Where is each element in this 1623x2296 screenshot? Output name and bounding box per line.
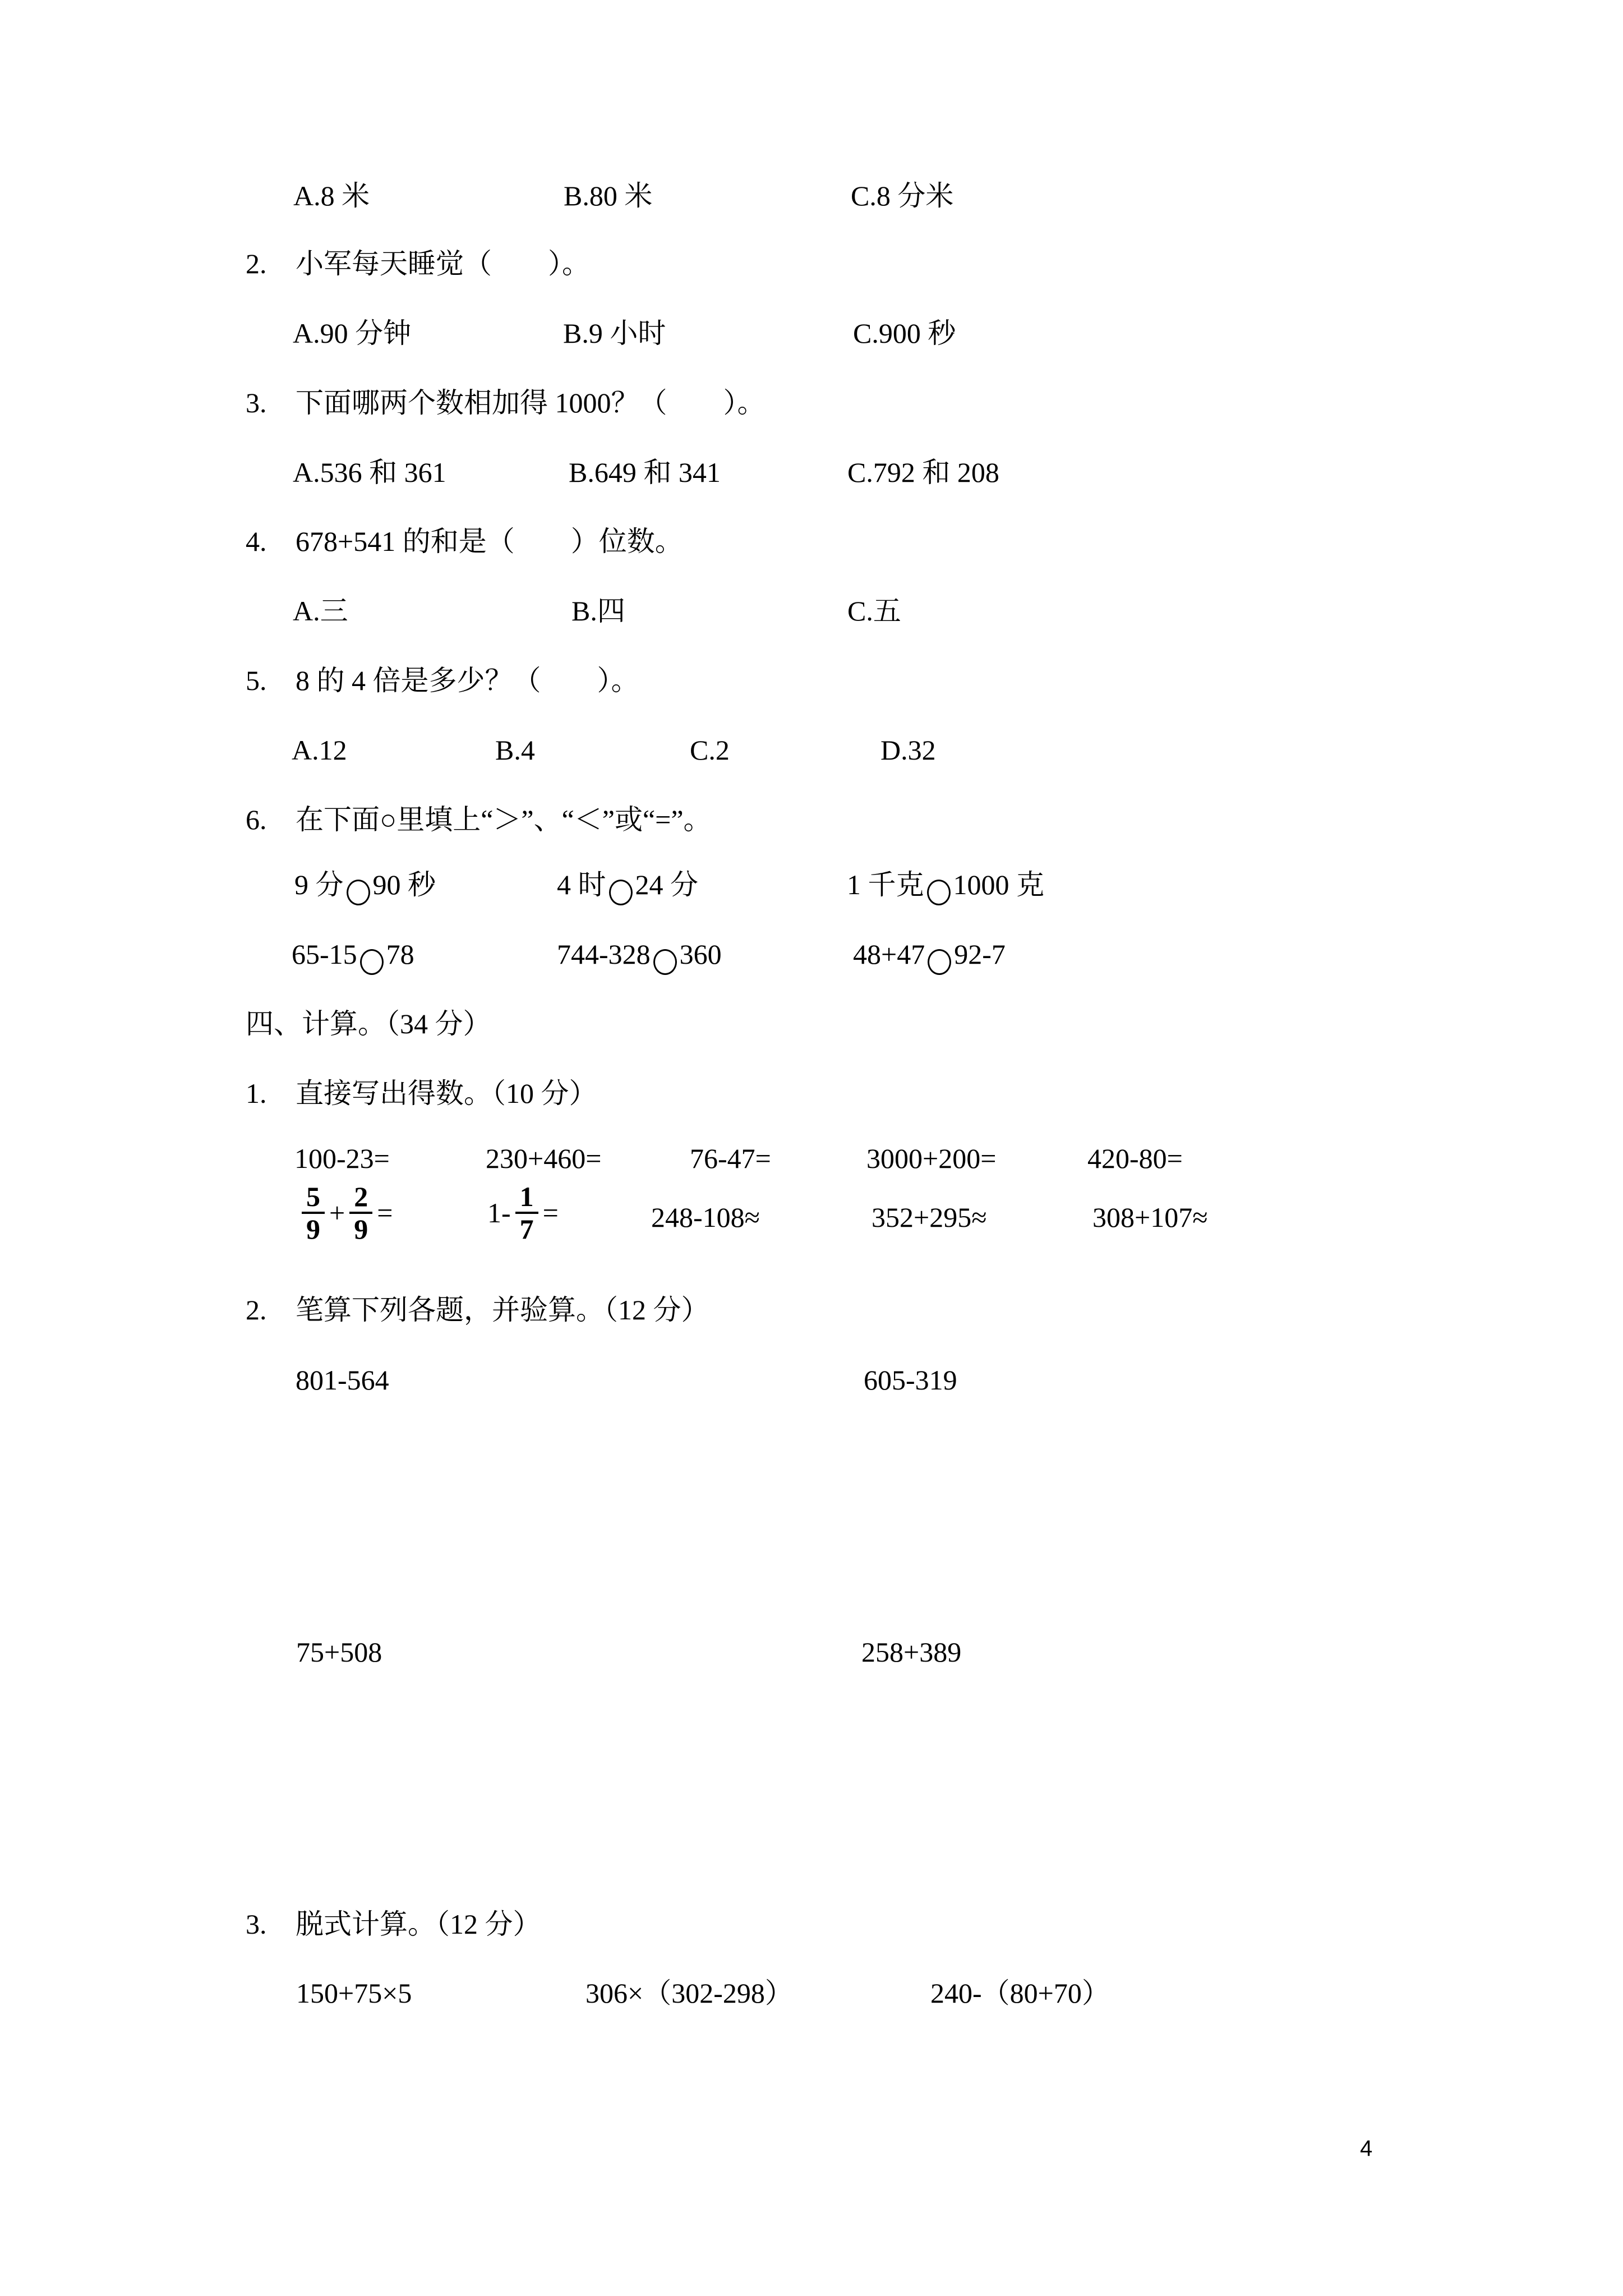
sub3-number: 3. (246, 1908, 267, 1940)
compare-left: 65-15 (292, 938, 357, 970)
q2-option-b: B.9 小时 (563, 318, 666, 349)
compare-right: 90 秒 (372, 869, 436, 900)
q5-option-a: A.12 (292, 734, 347, 766)
q5-option-b: B.4 (495, 734, 535, 766)
q3-option-a: A.536 和 361 (293, 457, 446, 488)
compare-left: 4 时 (557, 869, 606, 900)
compare-right: 78 (386, 938, 414, 970)
calc-item: 76-47= (690, 1143, 771, 1174)
compare-circle-icon (609, 880, 633, 905)
compare-right: 1000 克 (953, 869, 1044, 900)
column-calc-item: 75+508 (296, 1636, 382, 1668)
compare-circle-icon (927, 880, 951, 905)
calc-item: 230+460= (486, 1143, 602, 1174)
q6-compare-2 (557, 871, 698, 905)
sub2-title: 笔算下列各题，并验算。（12 分） (296, 1294, 709, 1326)
q4-number: 4. (246, 526, 267, 557)
fraction: $\frac{5}{9}$ (302, 1181, 325, 1244)
column-calc-item: 258+389 (861, 1636, 962, 1668)
compare-right: 24 分 (635, 869, 698, 900)
sub1-title: 直接写出得数。（10 分） (296, 1078, 597, 1109)
step-calc-item: 306×（302-298） (585, 1977, 793, 2009)
q3-number: 3. (246, 387, 267, 418)
q3-text: 下面哪两个数相加得 1000？（ ）。 (296, 387, 766, 418)
q5-number: 5. (246, 665, 267, 696)
page-number: 4 (1360, 2136, 1373, 2161)
fraction: $\frac{2}{9}$ (349, 1181, 372, 1244)
sub2-number: 2. (246, 1294, 267, 1326)
q4-option-a: A.三 (293, 595, 348, 627)
calc-item: 308+107≈ (1092, 1202, 1208, 1233)
column-calc-item: 801-564 (296, 1364, 389, 1396)
compare-circle-icon (928, 949, 951, 975)
calc-item: 100-23= (294, 1143, 390, 1174)
calc-item: 3000+200= (866, 1143, 997, 1174)
q2-number: 2. (246, 248, 267, 279)
compare-left: 1 千克 (847, 869, 924, 900)
sub1-number: 1. (246, 1078, 267, 1109)
calc-item: 420-80= (1087, 1143, 1183, 1174)
step-calc-item: 150+75×5 (296, 1977, 412, 2009)
q5-option-d: D.32 (880, 734, 936, 766)
compare-right: 360 (679, 938, 722, 970)
q5-option-c: C.2 (690, 734, 730, 766)
compare-circle-icon (653, 949, 677, 975)
q6-compare-3 (847, 871, 1044, 905)
calc-item: 352+295≈ (872, 1202, 987, 1233)
fraction-expression-2: 1- $\frac{1}{7}$ = (487, 1181, 559, 1245)
q6-text: 在下面○里填上“＞”、“＜”或“=”。 (296, 804, 712, 835)
q1-option-a: A.8 米 (293, 180, 370, 211)
compare-circle-icon (360, 949, 384, 975)
q6-compare-5 (557, 940, 722, 975)
compare-circle-icon (347, 880, 370, 905)
q6-compare-6 (853, 940, 1006, 975)
q2-option-a: A.90 分钟 (293, 318, 412, 349)
q6-number: 6. (246, 804, 267, 835)
calc-item: 248-108≈ (651, 1202, 760, 1233)
q2-option-c: C.900 秒 (853, 318, 956, 349)
q1-option-c: C.8 分米 (851, 180, 954, 211)
q4-text: 678+541 的和是（ ）位数。 (296, 526, 683, 557)
q3-option-c: C.792 和 208 (847, 457, 999, 488)
q6-compare-1 (294, 871, 436, 905)
compare-left: 48+47 (853, 938, 925, 970)
q3-option-b: B.649 和 341 (569, 457, 721, 488)
q4-option-b: B.四 (571, 595, 625, 627)
column-calc-item: 605-319 (864, 1364, 957, 1396)
step-calc-item: 240-（80+70） (930, 1977, 1110, 2009)
sub3-title: 脱式计算。（12 分） (296, 1908, 541, 1940)
q4-option-c: C.五 (847, 595, 901, 627)
compare-left: 9 分 (294, 869, 344, 900)
q6-compare-4 (292, 940, 414, 975)
q1-option-b: B.80 米 (564, 180, 653, 211)
q5-text: 8 的 4 倍是多少？（ ）。 (296, 665, 639, 696)
fraction: $\frac{1}{7}$ (515, 1181, 538, 1244)
compare-right: 92-7 (954, 938, 1006, 970)
section4-heading: 四、计算。（34 分） (246, 1008, 491, 1039)
q2-text: 小军每天睡觉（ ）。 (296, 248, 590, 279)
fraction-expression-1: $\frac{5}{9}$ + $\frac{2}{9}$ = (297, 1181, 393, 1244)
compare-left: 744-328 (557, 938, 651, 970)
